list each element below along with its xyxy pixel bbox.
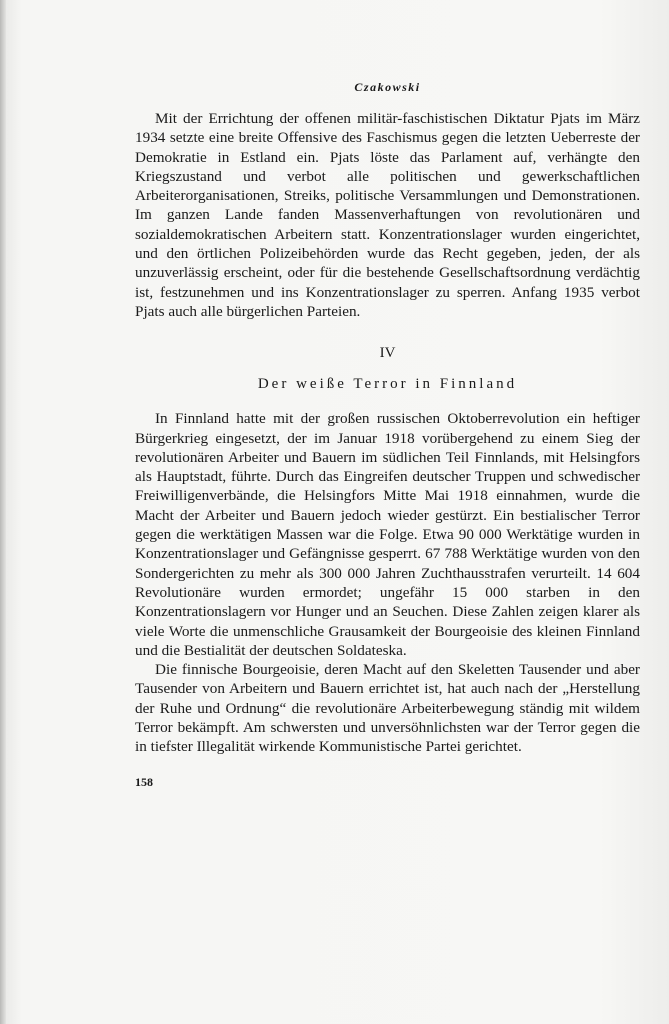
page-content bbox=[135, 80, 640, 790]
section-title: Der weiße Terror in Finnland bbox=[257, 376, 518, 393]
paragraph-finnish-bourgeoisie: Die finnische Bourgeoisie, deren Macht auf den Skeletten Tausender und aber Tausender von Arbeitern und Bauern errichtet ist, hat auch nach der „Herstellung der Ruhe und Ordnung“ die revolutionäre Arbeiterbewegung ständig mit wildem Terror bekämpft. Am schwersten und unversöhnlichsten war der Terror gegen die in tiefster Illegalität wirkende Kommunistische Partei gerichtet. bbox=[135, 661, 640, 756]
paragraph-estonia: Mit der Errichtung der offenen militär-faschistischen Diktatur Pjats im März 1934 setzte eine breite Offensive des Faschismus gegen die letzten Ueberreste der Demokratie in Estland ein. Pjats löste das Parlament auf, verhängte den Kriegszustand und verbot alle politischen und gewerkschaftlichen Arbeiterorganisationen, Streiks, politische Versammlungen und Demonstrationen. Im ganzen Lande fanden Massenverhaftungen von revolutionären und sozialdemokratischen Arbeitern statt. Konzentrationslager wurden eingerichtet, und den örtlichen Polizeibehörden wurde das Recht gegeben, jeden, der als unzuverlässig erscheint, oder für die bestehende Gesellschaftsordnung verdächtig ist, festzunehmen und ins Konzentrationslager zu sperren. Anfang 1935 verbot Pjats auch alle bürgerlichen Parteien. bbox=[135, 110, 640, 320]
running-head: Czakowski bbox=[354, 80, 421, 94]
paragraph-finland-civil-war: In Finnland hatte mit der großen russischen Oktoberrevolution ein heftiger Bürgerkrieg eingesetzt, der im Januar 1918 vorübergehend zu einem Sieg der revolutionären Arbeiter und Bauern im südlichen Teil Finnlands, mit Helsingfors als Hauptstadt, führte. Durch das Eingreifen deutscher Truppen und schwedischer Freiwilligenverbände, die Helsingfors Mitte Mai 1918 einnahmen, wurde die Macht der Arbeiter und Bauern jedoch wieder gestürzt. Ein bestialischer Terror gegen die werktätigen Massen war die Folge. Etwa 90 000 Werktätige wurden in Konzentrationslager und Gefängnisse gesperrt. 67 788 Werktätige wurden von den Sondergerichten zu mehr als 300 000 Jahren Zuchthausstrafen verurteilt. 14 604 Revolutionäre wurden ermordet; ungefähr 15 000 starben in den Konzentrationslagern vor Hunger und an Seuchen. Diese Zahlen zeigen klarer als viele Worte die unmenschliche Grausamkeit der Bourgeoisie des kleinen Finnland und die Bestialität der deutschen Soldateska. bbox=[135, 410, 640, 659]
book-spine-shadow bbox=[0, 0, 6, 1024]
page-number: 158 bbox=[135, 774, 153, 789]
section-number: IV bbox=[379, 345, 396, 362]
